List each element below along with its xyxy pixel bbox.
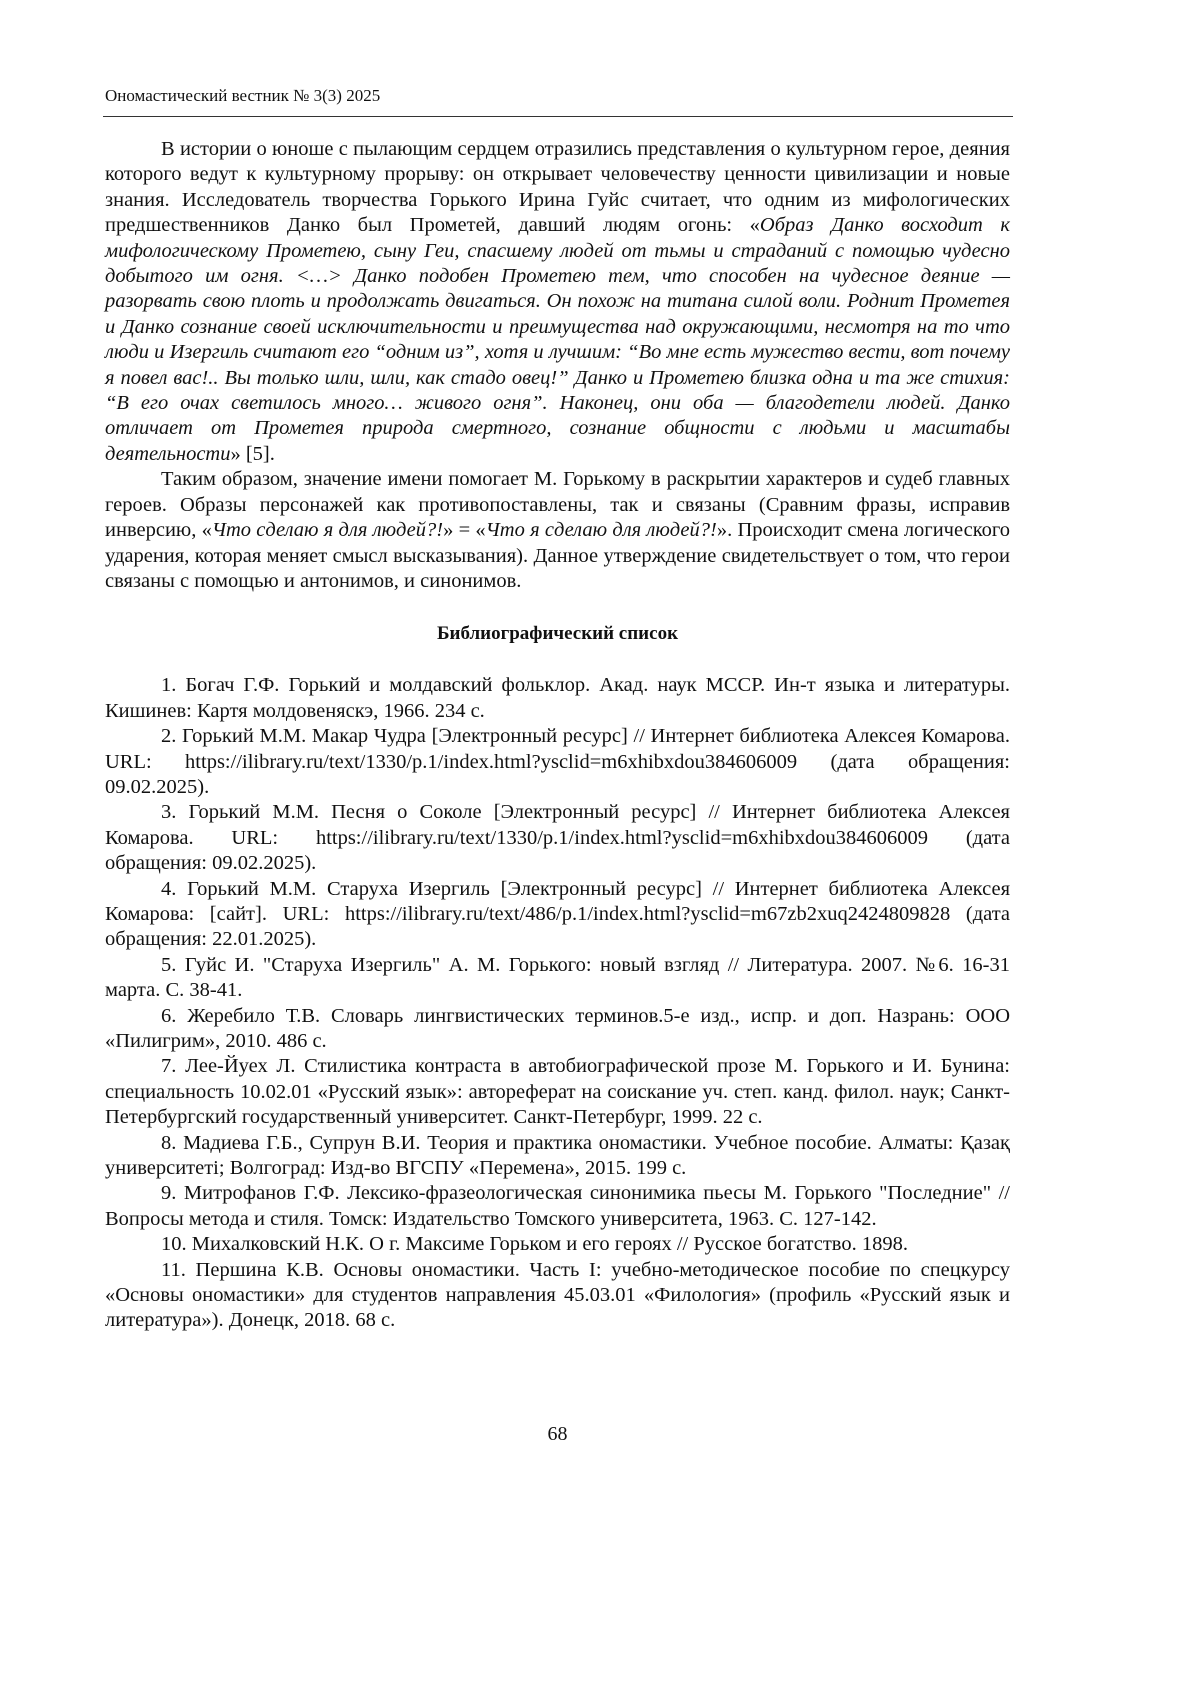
citation: » [5]. — [230, 443, 274, 465]
running-header: Ономастический вестник № 3(3) 2025 — [105, 86, 380, 106]
bibliography-item: 9. Митрофанов Г.Ф. Лексико-фразеологическая синонимика пьесы М. Горького "Последние" // Вопросы метода и стиля. Томск: Издательство Томского университета, 1963. С. 127-142. — [105, 1181, 1010, 1232]
bibliography-item: 4. Горький М.М. Старуха Изергиль [Электронный ресурс] // Интернет библиотека Алексея Комарова: [сайт]. URL: https://ilibrary.ru/text/486/p.1/index.html?ysclid=m67zb2xuq2424809828 (дата обращения: 22.01.2025). — [105, 877, 1010, 953]
bibliography-title: Библиографический список — [105, 621, 1010, 646]
bibliography-item: 5. Гуйс И. "Старуха Изергиль" А. М. Горького: новый взгляд // Литература. 2007. №6. 16-31 марта. С. 38-41. — [105, 953, 1010, 1004]
paragraph-2 — [105, 467, 1010, 594]
paragraph-text: Таким образом, значение имени помогает М. Горькому в раскрытии характеров и судеб главных героев. Образы персонажей как противопоставлены, так и связаны (Сравним фразы, исправив инверсию, « — [105, 468, 1010, 541]
bibliography-item: 10. Михалковский Н.К. О г. Максиме Горьком и его героях // Русское богатство. 1898. — [105, 1232, 1010, 1257]
paragraph-text: В истории о юноше с пылающим сердцем отразились представления о культурном герое, деяния которого ведут к культурному прорыву: он открывает человечеству ценности цивилизации и новые знания. Исследователь творчества Горького Ирина Гуйс считает, что одним из мифологических предшественников Данко был Прометей, давший людям огонь: « — [105, 138, 1010, 236]
quotation-italic: Что я сделаю для людей?! — [486, 519, 717, 541]
quotation-italic: Что сделаю я для людей?! — [212, 519, 443, 541]
bibliography-item: 6. Жеребило Т.В. Словарь лингвистических терминов.5-е изд., испр. и доп. Назрань: ООО «Пилигрим», 2010. 486 с. — [105, 1004, 1010, 1055]
bibliography-item: 7. Лее-Йуех Л. Стилистика контраста в автобиографической прозе М. Горького и И. Бунина: специальность 10.02.01 «Русский язык»: автореферат на соискание уч. степ. канд. филол. наук; Санкт-Петербургский государственный университет. Санкт-Петербург, 1999. 22 с. — [105, 1054, 1010, 1130]
paragraph-1 — [105, 137, 1010, 467]
header-rule — [103, 116, 1013, 117]
bibliography-item: 1. Богач Г.Ф. Горький и молдавский фольклор. Акад. наук МССР. Ин-т языка и литературы. Кишинев: Картя молдовеняскэ, 1966. 234 с. — [105, 673, 1010, 724]
bibliography-item: 2. Горький М.М. Макар Чудра [Электронный ресурс] // Интернет библиотека Алексея Комарова. URL: https://ilibrary.ru/text/1330/p.1/index.html?ysclid=m6xhibxdou384606009 (дата обращения: 09.02.2025). — [105, 724, 1010, 800]
page-content — [105, 137, 1010, 1334]
page-number: 68 — [0, 1423, 1115, 1446]
bibliography-item: 8. Мадиева Г.Б., Супрун В.И. Теория и практика ономастики. Учебное пособие. Алматы: Қазақ университетi; Волгоград: Изд-во ВГСПУ «Перемена», 2015. 199 с. — [105, 1131, 1010, 1182]
bibliography-list — [105, 673, 1010, 1334]
bibliography-item: 11. Першина К.В. Основы ономастики. Часть I: учебно-методическое пособие по спецкурсу «Основы ономастики» для студентов направления 45.03.01 «Филология» (профиль «Русский язык и литература»). Донецк, 2018. 68 с. — [105, 1258, 1010, 1334]
quotation-italic: Образ Данко восходит к мифологическому Прометею, сыну Геи, спасшему людей от тьмы и страданий с помощью чудесно добытого им огня. <…> Данко подобен Прометею тем, что способен на чудесное деяние — разорвать свою плоть и продолжать двигаться. Он похож на титана силой воли. Роднит Прометея и Данко сознание своей исключительности и преимущества над окружающими, несмотря на то что люди и Изергиль считают его “одним из”, хотя и лучшим: “Во мне есть мужество вести, вот почему я повел вас!.. Вы только шли, шли, как стадо овец!” Данко и Прометею близка одна и та же стихия: “В его очах светилось много… живого огня”. Наконец, они оба — благодетели людей. Данко отличает от Прометея природа смертного, сознание общности с людьми и масштабы деятельности — [105, 214, 1010, 465]
paragraph-text: » = « — [443, 519, 486, 541]
paragraph-text: ». Происходит смена логического ударения, которая меняет смысл высказывания). Данное утверждение свидетельствует о том, что герои связаны с помощью и антонимов, и синонимов. — [105, 519, 1010, 592]
bibliography-item: 3. Горький М.М. Песня о Соколе [Электронный ресурс] // Интернет библиотека Алексея Комарова. URL: https://ilibrary.ru/text/1330/p.1/index.html?ysclid=m6xhibxdou384606009 (дата обращения: 09.02.2025). — [105, 800, 1010, 876]
